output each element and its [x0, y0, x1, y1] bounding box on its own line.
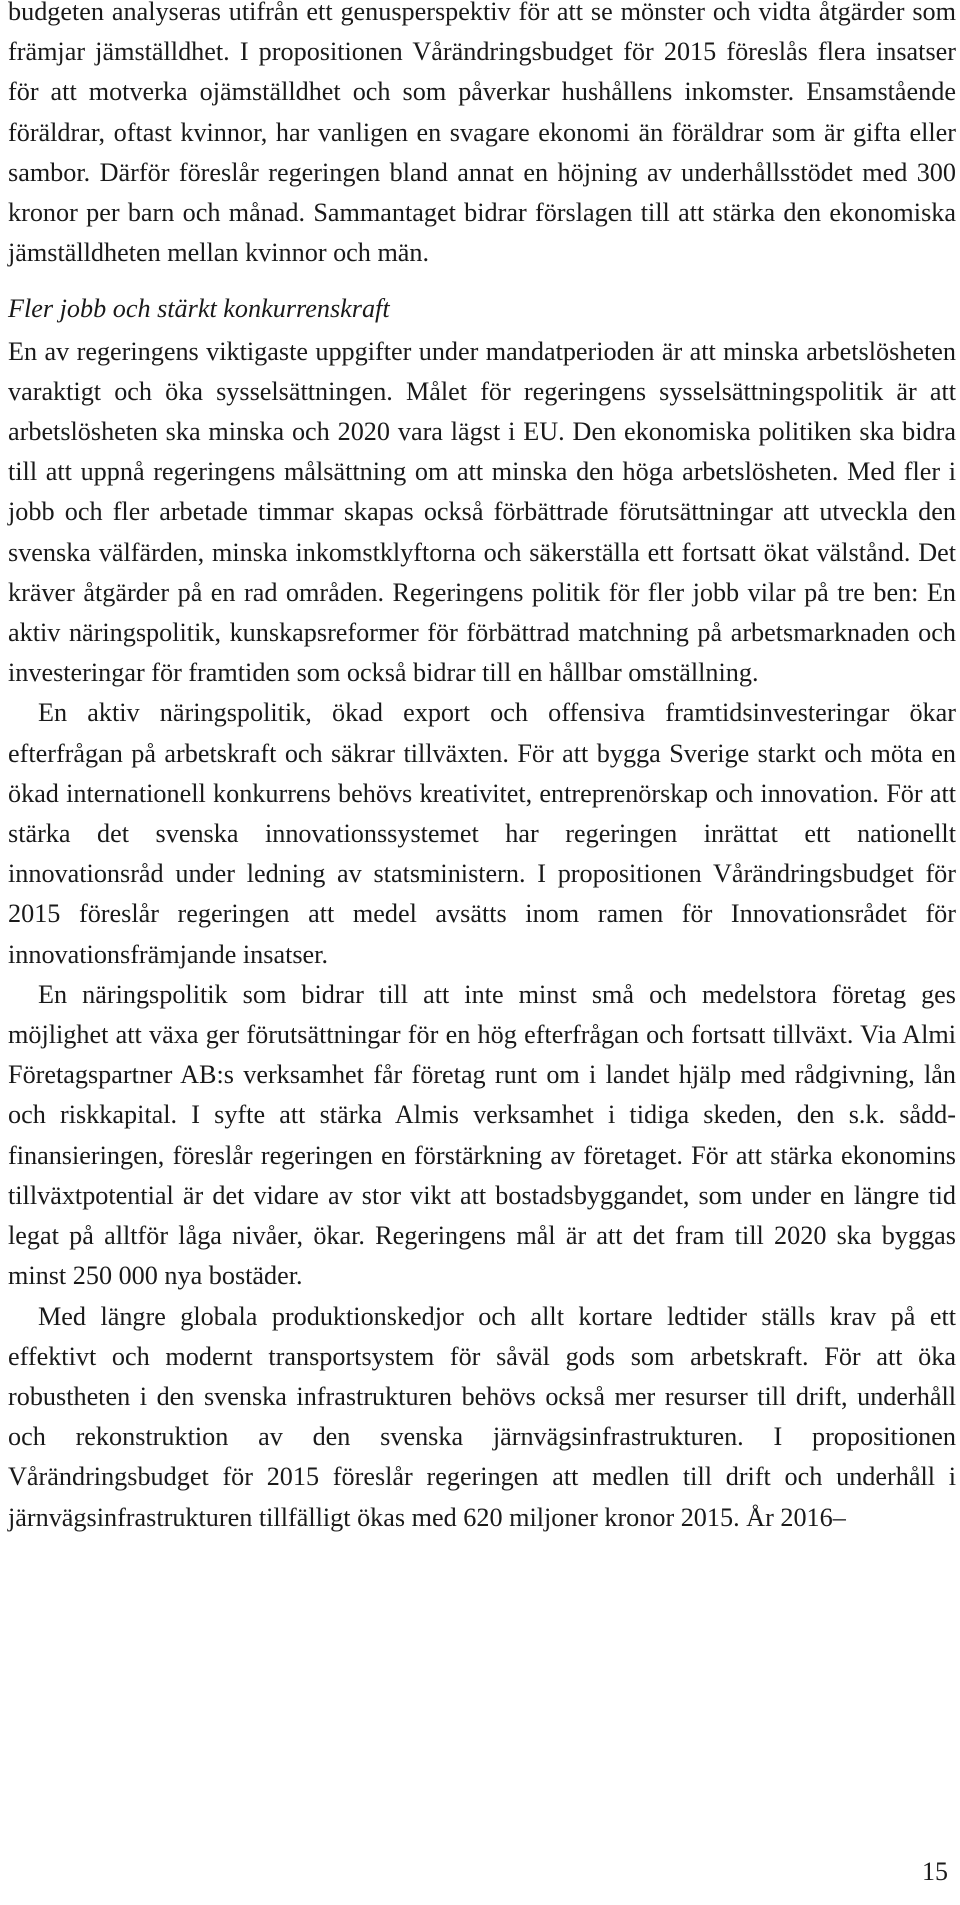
paragraph-arbetsloshet: En av regeringens viktigaste uppgifter under mandatperioden är att minska arbetslösheten varaktigt och öka sysselsättningen. Målet för regeringens sysselsättningspolitik är att arbetslösheten ska minska och 2020 vara lägst i EU. Den ekonomiska politiken ska bidra till att uppnå regeringens målsättning om att minska den höga arbetslösheten. Med fler i jobb och fler arbetade timmar skapas också förbättrade förutsättningar att utveckla den svenska välfärden, minska inkomstklyftorna och säkerställa ett fortsatt ökat välstånd. Det kräver åtgärder på en rad områden. Regeringens politik för fler jobb vilar på tre ben: En aktiv näringspolitik, kunskapsreformer för förbättrad matchning på arbetsmarknaden och investeringar för framtiden som också bidrar till en hållbar omställning.: [8, 336, 956, 688]
paragraph-jamstalldhet: budgeten analyseras utifrån ett genusperspektiv för att se mönster och vidta åtgärder som främjar jämställdhet. I propositionen Vårändringsbudget för 2015 föreslås flera insatser för att motverka ojämställdhet och som påverkar hushållens inkomster. Ensamstående föräldrar, oftast kvinnor, har vanligen en svagare ekonomi än föräldrar som är gifta eller sambor. Därför föreslår regeringen bland annat en höjning av underhållsstödet med 300 kronor per barn och månad. Sammantaget bidrar förslagen till att stärka den ekonomiska jämställdheten mellan kvinnor och män.: [8, 0, 956, 268]
section-heading: Fler jobb och stärkt konkurrenskraft: [8, 294, 390, 324]
page-number: 15: [922, 1857, 948, 1886]
paragraph-foretag: En näringspolitik som bidrar till att inte minst små och medelstora företag ges möjlighet att växa ger förutsättningar för en hög efterfrågan och fortsatt tillväxt. Via Almi Företagspartner AB:s verksamhet får företag runt om i landet hjälp med rådgivning, lån och riskkapital. I syfte att stärka Almis verksamhet i tidiga skeden, den s.k. såddfinansieringen, föreslår regeringen en förstärkning av företaget. För att stärka ekonomins tillväxtpotential är det vidare av stor vikt att bostadsbyggandet, som under en längre tid legat på alltför låga nivåer, ökar. Regeringens mål är att det fram till 2020 ska byggas minst 250 000 nya bostäder.: [8, 979, 956, 1291]
paragraph-infrastruktur: Med längre globala produktionskedjor och allt kortare ledtider ställs krav på ett effektivt och modernt transportsystem för såväl gods som arbetskraft. För att öka robustheten i den svenska infrastrukturen behövs också mer resurser till drift, underhåll och rekonstruktion av den svenska järnvägsinfrastrukturen. I propositionen Vårändringsbudget för 2015 föreslår regeringen att medlen till drift och underhåll i järnvägsinfrastrukturen tillfälligt ökas med 620 miljoner kronor 2015. År 2016–: [8, 1301, 956, 1532]
paragraph-naringspolitik: En aktiv näringspolitik, ökad export och offensiva framtidsinvesteringar ökar efterfrågan på arbetskraft och säkrar tillväxten. För att bygga Sverige starkt och möta en ökad internationell konkurrens behövs kreativitet, entreprenörskap och innovation. För att stärka det svenska innovationssystemet har regeringen inrättat ett nationellt innovationsråd under ledning av statsministern. I propositionen Vårändringsbudget för 2015 föreslår regeringen att medel avsätts inom ramen för Innovationsrådet för innovationsfrämjande insatser.: [8, 698, 956, 969]
body-text: [8, 0, 956, 1538]
